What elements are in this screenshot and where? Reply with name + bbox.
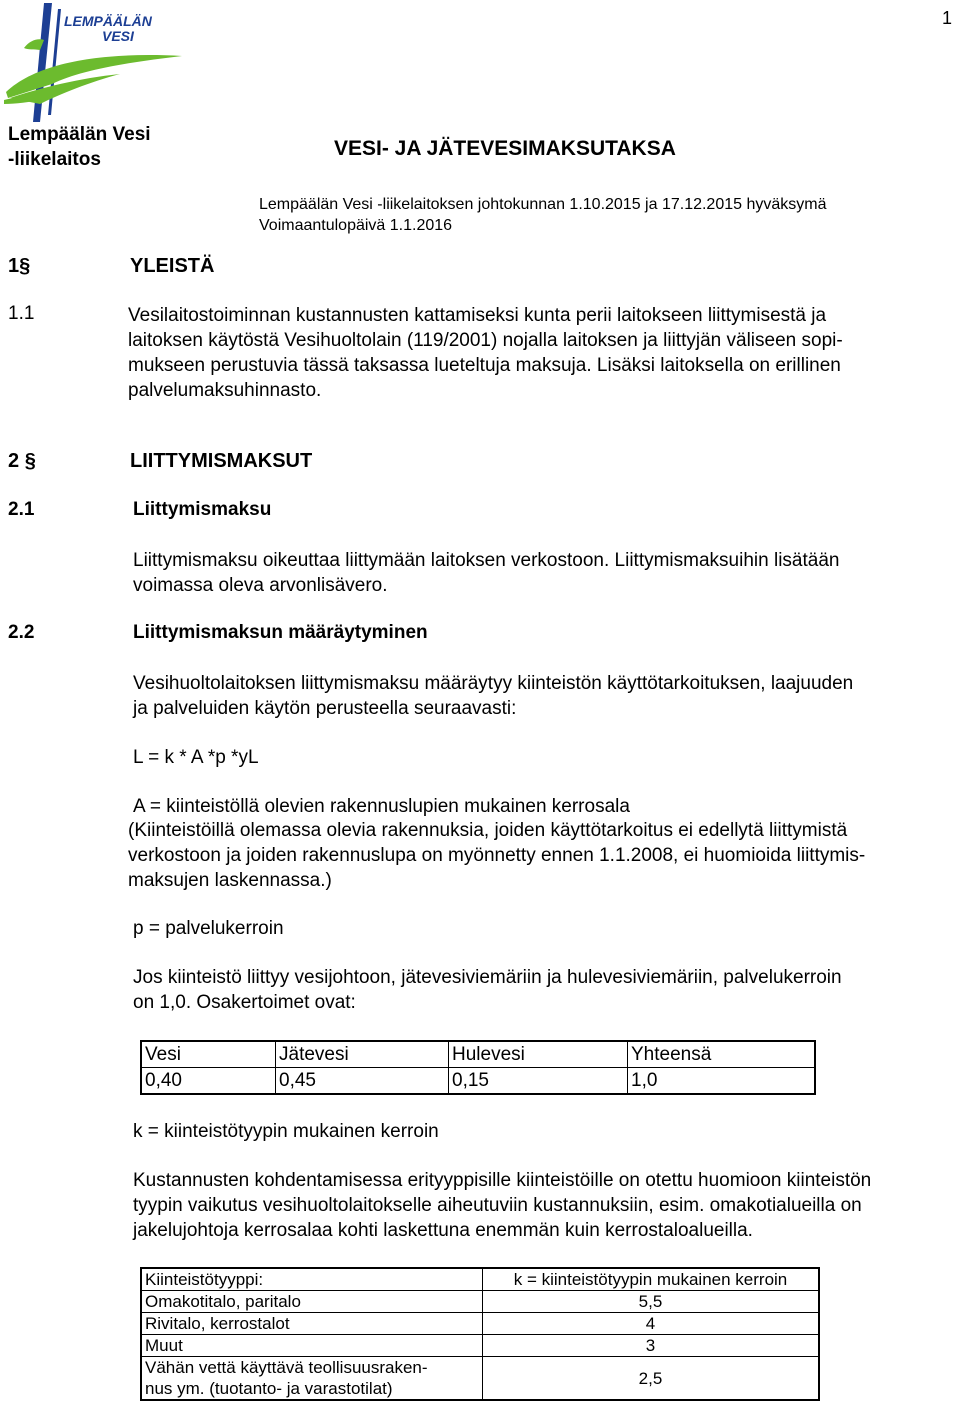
subsection-2-2-title: Liittymismaksun määräytyminen: [133, 622, 428, 643]
paragraph-line: on 1,0. Osakertoimet ovat:: [133, 992, 356, 1013]
table-header-cell: k = kiinteistötyypin mukainen kerroin: [483, 1268, 820, 1291]
paragraph-line: tyypin vaikutus vesihuoltolaitokselle aiheutuviin kustannuksiin, esim. omakotialueilla on: [133, 1195, 862, 1216]
section2-heading-number: [8, 450, 36, 473]
effective-date: Voimaantulopäivä 1.1.2016: [259, 217, 453, 234]
table-cell: 1,0: [628, 1068, 816, 1095]
fee-formula: L = k * A *p *yL: [133, 747, 259, 768]
paragraph-line: jakelujohtoja kerrosalaa kohti laskettuna enemmän kuin kerrostaloalueilla.: [133, 1220, 753, 1241]
approval-info: [259, 194, 827, 236]
subsection-2-1-text: [133, 548, 839, 598]
property-type-table: [140, 1267, 820, 1401]
paragraph-line: voimassa oleva arvonlisävero.: [133, 575, 388, 596]
table-header-cell: Jätevesi: [276, 1041, 449, 1068]
table-header-row: [141, 1268, 819, 1291]
paragraph-line: Kustannusten kohdentamisessa erityyppisille kiinteistöille on otettu huomioon kiinteistön: [133, 1170, 872, 1191]
paragraph-1-1-number: 1.1: [8, 303, 35, 324]
k-explanation: [133, 1168, 871, 1243]
table-cell: Muut: [141, 1335, 483, 1357]
table-row: [141, 1068, 815, 1095]
paragraph-line: Liittymismaksu oikeuttaa liittymään laitoksen verkostoon. Liittymismaksuihin lisätään: [133, 550, 840, 571]
table-row: [141, 1291, 819, 1313]
section1-heading-number: [8, 255, 30, 278]
table-row: [141, 1357, 819, 1401]
subsection-2-2-number: 2.2: [8, 622, 35, 643]
table-row: [141, 1335, 819, 1357]
table-cell: Rivitalo, kerrostalot: [141, 1313, 483, 1335]
paragraph-line: mukseen perustuvia tässä taksassa lueteltuja maksuja. Lisäksi laitoksella on erillinen: [128, 355, 841, 376]
subsection-2-1-number: 2.1: [8, 499, 35, 520]
table-cell: 4: [483, 1313, 820, 1335]
table-header-cell: Hulevesi: [449, 1041, 628, 1068]
table-cell: 0,15: [449, 1068, 628, 1095]
table-header-row: [141, 1041, 815, 1068]
paragraph-line: maksujen laskennassa.): [128, 870, 332, 891]
k-definition: k = kiinteistötyypin mukainen kerroin: [133, 1121, 439, 1142]
cell-line: Vähän vettä käyttävä teollisuusraken-: [145, 1358, 428, 1377]
section1-title: YLEISTÄ: [130, 255, 215, 277]
organization-line1: Lempäälän Vesi: [8, 124, 151, 145]
subsection-2-2-intro: [133, 671, 853, 721]
subsection-2-1-title: Liittymismaksu: [133, 499, 272, 520]
approval-line1: Lempäälän Vesi -liikelaitoksen johtokunnan 1.10.2015 ja 17.12.2015 hyväksymä: [259, 196, 827, 213]
cell-line: nus ym. (tuotanto- ja varastotilat): [145, 1379, 393, 1398]
table-row: [141, 1313, 819, 1335]
paragraph-1-1: [128, 303, 928, 403]
lempaalan-vesi-logo: [0, 0, 185, 122]
table-header-cell: Vesi: [141, 1041, 276, 1068]
paragraph-line: ja palveluiden käytön perusteella seuraavasti:: [133, 698, 517, 719]
a-definition: A = kiinteistöllä olevien rakennuslupien mukainen kerrosala: [133, 796, 630, 817]
paragraph-line: laitoksen käytöstä Vesihuoltolain (119/2001) nojalla laitoksen ja liittyjän väliseen sopi-: [128, 330, 843, 351]
table-cell: [141, 1357, 483, 1401]
section2-title: LIITTYMISMAKSUT: [130, 450, 313, 472]
table-header-cell: Yhteensä: [628, 1041, 816, 1068]
a-note: [128, 818, 865, 893]
paragraph-line: verkostoon ja joiden rakennuslupa on myönnetty ennen 1.1.2008, ei huomioida liittymis-: [128, 845, 866, 866]
table-cell: 2,5: [483, 1357, 820, 1401]
logo-text-line2: VESI: [102, 28, 134, 44]
table-cell: 0,45: [276, 1068, 449, 1095]
table-cell: 0,40: [141, 1068, 276, 1095]
page-number: 1: [941, 8, 952, 28]
p-definition: p = palvelukerroin: [133, 918, 284, 939]
paragraph-line: Vesilaitostoiminnan kustannusten kattamiseksi kunta perii laitokseen liittymisestä ja: [128, 305, 827, 326]
table-cell: Omakotitalo, paritalo: [141, 1291, 483, 1313]
paragraph-line: Vesihuoltolaitoksen liittymismaksu määräytyy kiinteistön käyttötarkoituksen, laajuuden: [133, 673, 854, 694]
logo-text-line1: LEMPÄÄLÄN: [64, 13, 152, 29]
paragraph-line: palvelumaksuhinnasto.: [128, 380, 322, 401]
paragraph-line: (Kiinteistöillä olemassa olevia rakennuksia, joiden käyttötarkoitus ei edellytä liittymistä: [128, 820, 848, 841]
section2-number: 2: [8, 450, 20, 472]
section1-number: 1: [8, 255, 20, 277]
paragraph-line: Jos kiinteistö liittyy vesijohtoon, jätevesiviemäriin ja hulevesiviemäriin, palvelukerroin: [133, 967, 842, 988]
section1-sign: §: [19, 255, 31, 277]
p-explanation: [133, 965, 842, 1015]
table-cell: 5,5: [483, 1291, 820, 1313]
table-cell: 3: [483, 1335, 820, 1357]
section2-sign: §: [24, 450, 36, 472]
table-header-cell: Kiinteistötyyppi:: [141, 1268, 483, 1291]
organization-line2: -liikelaitos: [8, 149, 101, 170]
service-factor-table: [140, 1040, 816, 1095]
document-title: VESI- JA JÄTEVESIMAKSUTAKSA: [334, 137, 676, 160]
organization-name: [8, 122, 151, 172]
